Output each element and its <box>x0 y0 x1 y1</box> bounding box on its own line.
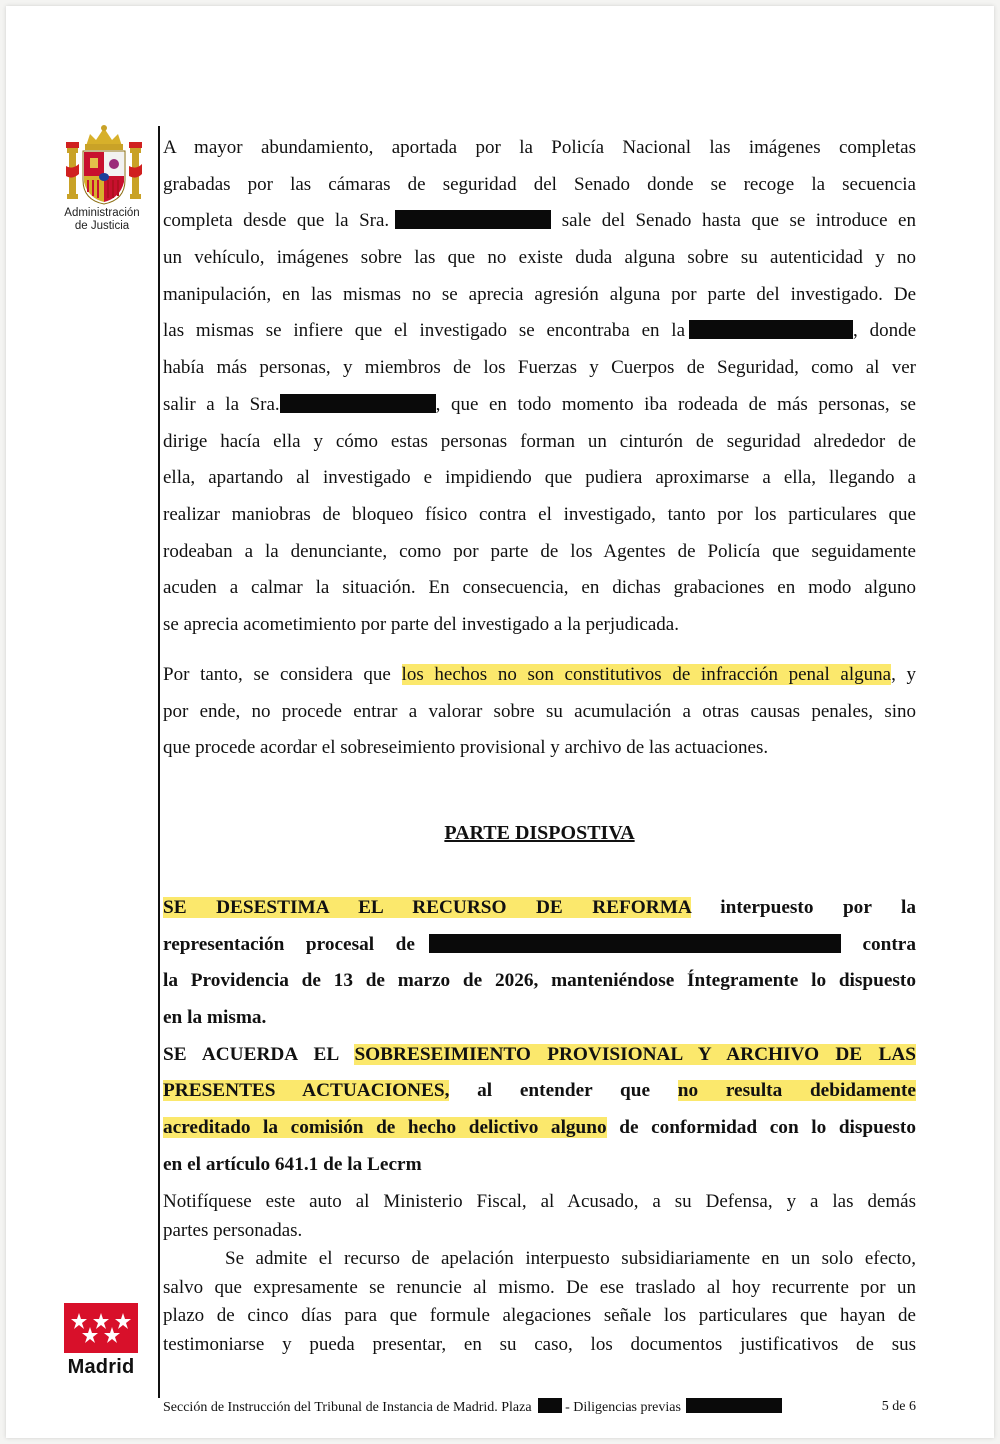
paragraph-1 <box>163 134 916 648</box>
text-line <box>163 894 916 931</box>
footer-text: Sección de Instrucción del Tribunal de Instancia de Madrid. Plaza <box>163 1400 532 1415</box>
text-line: que procede acordar el sobreseimiento provisional y archivo de las actuaciones. <box>163 737 769 759</box>
text-segment: de conformidad con lo dispuesto <box>606 1117 916 1139</box>
madrid-flag-icon <box>64 1303 138 1353</box>
text-line: rodeaban a la denunciante, como por parte de los Agentes de Policía que seguidamente <box>163 540 916 562</box>
text-line <box>163 661 916 698</box>
text-segment: contra <box>840 933 916 955</box>
paragraph-2 <box>163 661 916 771</box>
text-line: en la misma. <box>163 1007 267 1029</box>
text-line <box>163 931 916 968</box>
text-line: había más personas, y miembros de los Fuerzas y Cuerpos de Seguridad, como al ver <box>163 357 916 379</box>
highlighted-text: SE DESESTIMA EL RECURSO DE REFORMA <box>163 897 691 918</box>
text-line: manipulación, en las mismas no se aprecia agresión alguna por parte del investigado. De <box>163 283 916 305</box>
text-segment: completa desde que la Sra. <box>163 210 390 232</box>
text-line: partes personadas. <box>163 1219 303 1241</box>
redaction-bar <box>689 320 853 339</box>
text-line: salvo que expresamente se renuncie al mismo. De ese traslado al hoy recurrente por un <box>163 1276 916 1298</box>
text-segment: al entender que <box>449 1080 678 1102</box>
text-line <box>163 1077 916 1114</box>
text-line <box>163 207 916 244</box>
text-line: Se admite el recurso de apelación interpuesto subsidiariamente en un solo efecto, <box>225 1248 916 1269</box>
text-line: realizar maniobras de bloqueo físico contra el investigado, tanto por los particulares que <box>163 503 916 525</box>
redaction-bar <box>280 394 436 413</box>
margin-rule <box>158 126 160 1398</box>
text-segment: , y <box>891 664 916 685</box>
text-line <box>163 317 916 354</box>
text-line <box>163 391 916 428</box>
madrid-label: Madrid <box>67 1356 135 1378</box>
text-segment: interpuesto por la <box>690 897 916 918</box>
text-line: acuden a calmar la situación. En consecuencia, en dichas grabaciones en modo alguno <box>163 577 916 599</box>
page-footer <box>163 1398 916 1417</box>
text-segment: Por tanto, se considera que <box>163 664 402 685</box>
notification-block <box>163 1189 916 1360</box>
text-line: testimoniarse y pueda presentar, en su caso, los documentos justificativos de sus <box>163 1333 916 1355</box>
redaction-bar <box>395 210 551 229</box>
text-line: ella, apartando al investigado e impidiendo que pudiera aproximarse a ella, llegando a <box>163 467 916 489</box>
coat-of-arms-icon <box>66 124 142 206</box>
text-line: se aprecia acometimiento por parte del investigado a la perjudicada. <box>163 613 679 635</box>
organization-label <box>50 207 154 233</box>
text-line <box>163 1041 916 1078</box>
footer-text: - Diligencias previas <box>561 1400 681 1415</box>
text-line <box>163 1114 916 1151</box>
text-line: por ende, no procede entrar a valorar sobre su acumulación a otras causas penales, sino <box>163 700 916 722</box>
text-segment: SE ACUERDA EL <box>163 1043 355 1065</box>
document-page <box>6 6 994 1438</box>
highlighted-text: SOBRESEIMIENTO PROVISIONAL Y ARCHIVO DE LAS <box>354 1043 916 1065</box>
text-segment: , que en todo momento iba rodeada de más personas, se <box>435 393 916 415</box>
text-line: Notifíquese este auto al Ministerio Fiscal, al Acusado, a su Defensa, y a las demás <box>163 1191 916 1212</box>
text-line: A mayor abundamiento, aportada por la Policía Nacional las imágenes completas <box>163 137 916 158</box>
text-segment: , donde <box>853 320 916 342</box>
section-heading: PARTE DISPOSTIVA <box>444 822 635 844</box>
text-line: dirige hacía ella y cómo estas personas forman un cinturón de seguridad alrededor de <box>163 430 916 452</box>
text-segment: salir a la Sra. <box>163 393 280 415</box>
highlighted-text: PRESENTES ACTUACIONES, <box>163 1080 450 1102</box>
text-segment: sale del Senado hasta que se introduce en <box>551 210 916 232</box>
highlighted-text: los hechos no son constitutivos de infracción penal alguna <box>401 664 892 685</box>
text-line: la Providencia de 13 de marzo de 2026, manteniéndose Íntegramente lo dispuesto <box>163 970 916 992</box>
redaction-bar <box>429 934 841 953</box>
redaction-bar <box>538 1398 562 1413</box>
highlighted-text: acreditado la comisión de hecho delictivo alguno <box>163 1117 607 1139</box>
page-number: 5 de 6 <box>881 1399 916 1414</box>
madrid-stars-icon <box>64 1303 138 1353</box>
text-line: grabadas por las cámaras de seguridad del Senado donde se recoge la secuencia <box>163 173 916 195</box>
organization-line-1: Administración <box>64 207 140 219</box>
redaction-bar <box>686 1398 782 1413</box>
text-line: plazo de cinco días para que formule alegaciones señale los particulares que hayan de <box>163 1305 916 1326</box>
text-segment: representación procesal de <box>163 933 415 955</box>
text-line: en el artículo 641.1 de la Lecrm <box>163 1153 422 1175</box>
highlighted-text: no resulta debidamente <box>677 1080 916 1102</box>
dispositive-block <box>163 894 916 1188</box>
text-segment: las mismas se infiere que el investigado se encontraba en la <box>163 320 686 342</box>
text-line: un vehículo, imágenes sobre las que no existe duda alguna sobre su autenticidad y no <box>163 247 916 269</box>
organization-line-2: de Justicia <box>74 220 130 232</box>
